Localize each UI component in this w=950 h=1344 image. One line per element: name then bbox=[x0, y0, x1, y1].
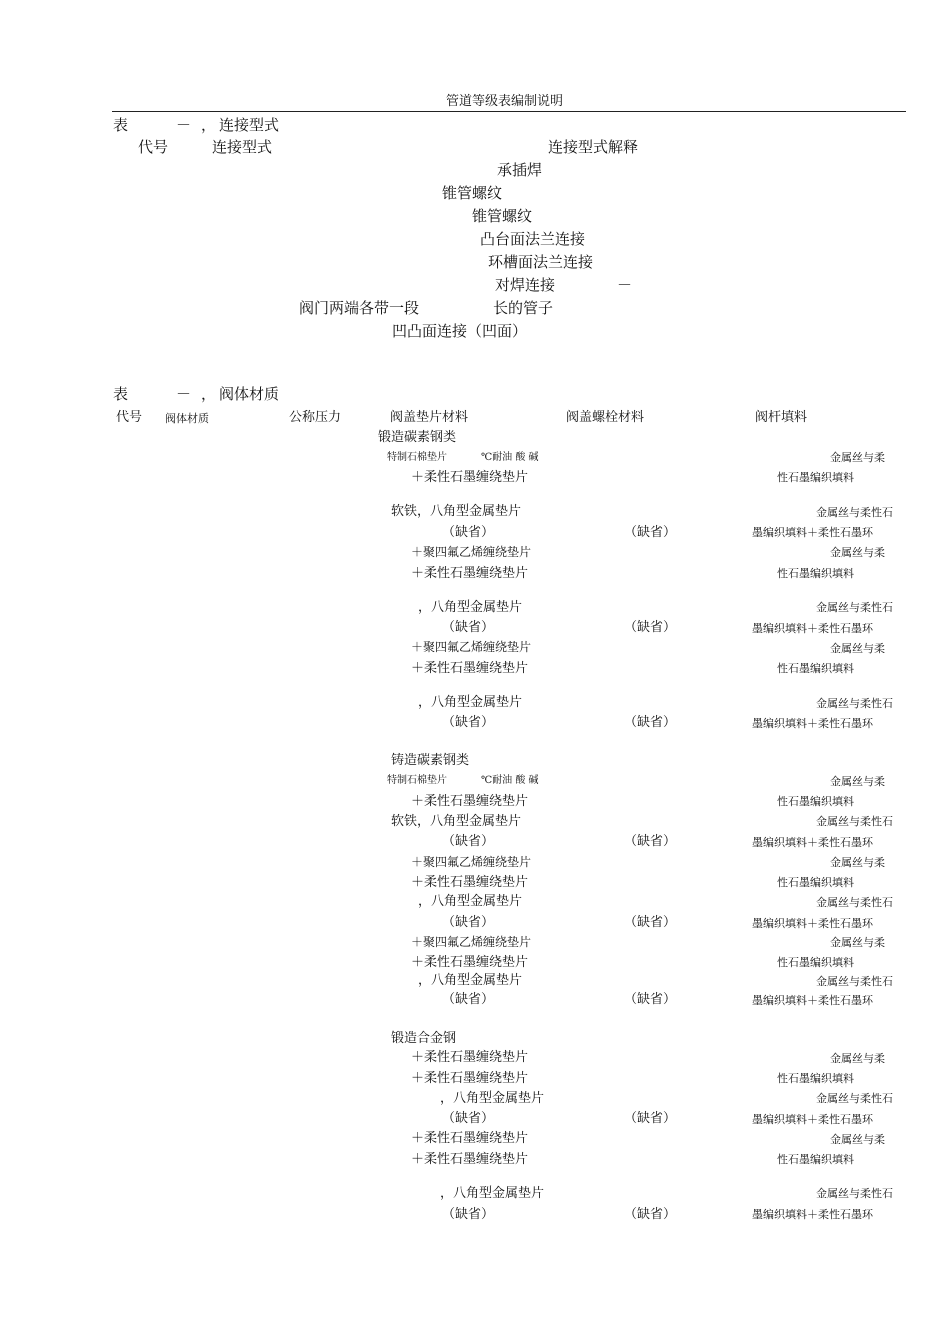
packing-cell: 金属丝与柔 bbox=[830, 451, 885, 464]
packing-cell: 墨编织填料＋柔性石墨环 bbox=[752, 1113, 873, 1126]
table1-row: 承插焊 bbox=[497, 161, 543, 179]
table2-caption-prefix: 表 bbox=[113, 385, 129, 403]
document-header: 管道等级表编制说明 bbox=[446, 94, 564, 109]
table2-header-body: 阀体材质 bbox=[165, 412, 209, 425]
gasket-cell: ，八角型金属垫片 bbox=[418, 695, 523, 710]
packing-cell: 性石墨编织填料 bbox=[777, 662, 854, 675]
packing-cell: 金属丝与柔性石 bbox=[816, 601, 893, 614]
packing-cell: 性石墨编织填料 bbox=[777, 956, 854, 969]
gasket-cell: ＋柔性石墨缠绕垫片 bbox=[411, 955, 529, 970]
packing-cell: 墨编织填料＋柔性石墨环 bbox=[752, 717, 873, 730]
gasket-cell: ＋柔性石墨缠绕垫片 bbox=[411, 661, 529, 676]
gasket-cell: ＋柔性石墨缠绕垫片 bbox=[411, 1131, 529, 1146]
bolt-default: （缺省） bbox=[624, 525, 677, 540]
gasket-cell: ＋柔性石墨缠绕垫片 bbox=[411, 794, 529, 809]
packing-cell: 性石墨编织填料 bbox=[777, 1072, 854, 1085]
table1-caption-prefix: 表 bbox=[113, 116, 129, 134]
packing-cell: 金属丝与柔 bbox=[830, 642, 885, 655]
packing-cell: 墨编织填料＋柔性石墨环 bbox=[752, 994, 873, 1007]
packing-cell: 墨编织填料＋柔性石墨环 bbox=[752, 526, 873, 539]
gasket-default: （缺省） bbox=[442, 834, 495, 849]
table2-caption-name: 阀体材质 bbox=[219, 385, 280, 403]
gasket-default: （缺省） bbox=[442, 1111, 495, 1126]
packing-cell: 性石墨编织填料 bbox=[777, 567, 854, 580]
packing-cell: 墨编织填料＋柔性石墨环 bbox=[752, 1208, 873, 1221]
table1-caption-name: 连接型式 bbox=[219, 116, 280, 134]
gasket-cell: ＋聚四氟乙烯缠绕垫片 bbox=[411, 855, 532, 869]
table2-header-code: 代号 bbox=[116, 410, 143, 425]
group-cast-carbon: 铸造碳素钢类 bbox=[391, 753, 470, 768]
packing-cell: 性石墨编织填料 bbox=[777, 1153, 854, 1166]
gasket-note: ℃耐油 酸 碱 bbox=[481, 775, 539, 786]
gasket-cell: ，八角型金属垫片 bbox=[440, 1186, 545, 1201]
gasket-cell: ＋柔性石墨缠绕垫片 bbox=[411, 1050, 529, 1065]
gasket-cell: ＋柔性石墨缠绕垫片 bbox=[411, 566, 529, 581]
packing-cell: 墨编织填料＋柔性石墨环 bbox=[752, 917, 873, 930]
table2-caption-comma: ， bbox=[201, 385, 217, 403]
gasket-cell: ，八角型金属垫片 bbox=[418, 600, 523, 615]
gasket-cell: ＋柔性石墨缠绕垫片 bbox=[411, 470, 529, 485]
table1-row: 长的管子 bbox=[493, 299, 554, 317]
gasket-cell: ，八角型金属垫片 bbox=[440, 1091, 545, 1106]
packing-cell: 金属丝与柔 bbox=[830, 775, 885, 788]
table1-row: 凸台面法兰连接 bbox=[480, 230, 586, 248]
table1-row: 阀门两端各带一段 bbox=[299, 299, 420, 317]
packing-cell: 金属丝与柔性石 bbox=[816, 975, 893, 988]
packing-cell: 金属丝与柔性石 bbox=[816, 1092, 893, 1105]
gasket-cell: ，八角型金属垫片 bbox=[418, 973, 523, 988]
table2-header-packing: 阀杆填料 bbox=[755, 410, 808, 425]
gasket-cell: ＋聚四氟乙烯缠绕垫片 bbox=[411, 935, 532, 949]
table2-header-pressure: 公称压力 bbox=[289, 410, 342, 425]
packing-cell: 金属丝与柔性石 bbox=[816, 506, 893, 519]
packing-cell: 金属丝与柔性石 bbox=[816, 697, 893, 710]
gasket-cell: ，八角型金属垫片 bbox=[418, 894, 523, 909]
bolt-default: （缺省） bbox=[624, 1111, 677, 1126]
gasket-cell: ＋聚四氟乙烯缠绕垫片 bbox=[411, 640, 532, 654]
gasket-default: （缺省） bbox=[442, 915, 495, 930]
group-forged-carbon: 锻造碳素钢类 bbox=[378, 430, 457, 445]
gasket-cell: ＋柔性石墨缠绕垫片 bbox=[411, 1152, 529, 1167]
gasket-default: （缺省） bbox=[442, 1207, 495, 1222]
packing-cell: 墨编织填料＋柔性石墨环 bbox=[752, 836, 873, 849]
bolt-default: （缺省） bbox=[624, 915, 677, 930]
gasket-default: （缺省） bbox=[442, 715, 495, 730]
table1-caption-comma: ， bbox=[201, 116, 217, 134]
packing-cell: 金属丝与柔性石 bbox=[816, 896, 893, 909]
header-rule bbox=[112, 111, 906, 112]
table1-header-code: 代号 bbox=[138, 138, 169, 156]
bolt-default: （缺省） bbox=[624, 834, 677, 849]
gasket-cell: 特制石棉垫片 bbox=[387, 775, 447, 786]
table2-caption-dash: － bbox=[176, 385, 192, 403]
table1-caption-dash: － bbox=[176, 116, 192, 134]
table1-header-explain: 连接型式解释 bbox=[548, 138, 639, 156]
group-forged-alloy: 锻造合金钢 bbox=[391, 1031, 457, 1046]
packing-cell: 性石墨编织填料 bbox=[777, 795, 854, 808]
packing-cell: 金属丝与柔 bbox=[830, 1133, 885, 1146]
table1-row: 环槽面法兰连接 bbox=[488, 253, 594, 271]
gasket-cell: ＋柔性石墨缠绕垫片 bbox=[411, 875, 529, 890]
packing-cell: 金属丝与柔性石 bbox=[816, 1187, 893, 1200]
packing-cell: 金属丝与柔 bbox=[830, 856, 885, 869]
packing-cell: 性石墨编织填料 bbox=[777, 471, 854, 484]
gasket-cell: ＋柔性石墨缠绕垫片 bbox=[411, 1071, 529, 1086]
packing-cell: 金属丝与柔 bbox=[830, 1052, 885, 1065]
bolt-default: （缺省） bbox=[624, 620, 677, 635]
packing-cell: 性石墨编织填料 bbox=[777, 876, 854, 889]
table2-header-gasket: 阀盖垫片材料 bbox=[390, 410, 469, 425]
table1-row: 凹凸面连接（凹面） bbox=[392, 322, 528, 340]
table1-row: 锥管螺纹 bbox=[472, 207, 533, 225]
bolt-default: （缺省） bbox=[624, 1207, 677, 1222]
packing-cell: 墨编织填料＋柔性石墨环 bbox=[752, 622, 873, 635]
bolt-default: （缺省） bbox=[624, 992, 677, 1007]
packing-cell: 金属丝与柔 bbox=[830, 546, 885, 559]
gasket-cell: 软铁，八角型金属垫片 bbox=[391, 504, 522, 519]
gasket-cell: ＋聚四氟乙烯缠绕垫片 bbox=[411, 545, 532, 559]
packing-cell: 金属丝与柔 bbox=[830, 936, 885, 949]
table1-header-type: 连接型式 bbox=[212, 138, 273, 156]
table2-header-bolt: 阀盖螺栓材料 bbox=[566, 410, 645, 425]
table1-row: 锥管螺纹 bbox=[442, 184, 503, 202]
gasket-note: ℃耐油 酸 碱 bbox=[481, 452, 539, 463]
packing-cell: 金属丝与柔性石 bbox=[816, 815, 893, 828]
gasket-cell: 特制石棉垫片 bbox=[387, 452, 447, 463]
gasket-default: （缺省） bbox=[442, 525, 495, 540]
gasket-cell: 软铁，八角型金属垫片 bbox=[391, 814, 522, 829]
bolt-default: （缺省） bbox=[624, 715, 677, 730]
gasket-default: （缺省） bbox=[442, 620, 495, 635]
table1-row: － bbox=[617, 276, 633, 294]
gasket-default: （缺省） bbox=[442, 992, 495, 1007]
table1-row: 对焊连接 bbox=[495, 276, 556, 294]
